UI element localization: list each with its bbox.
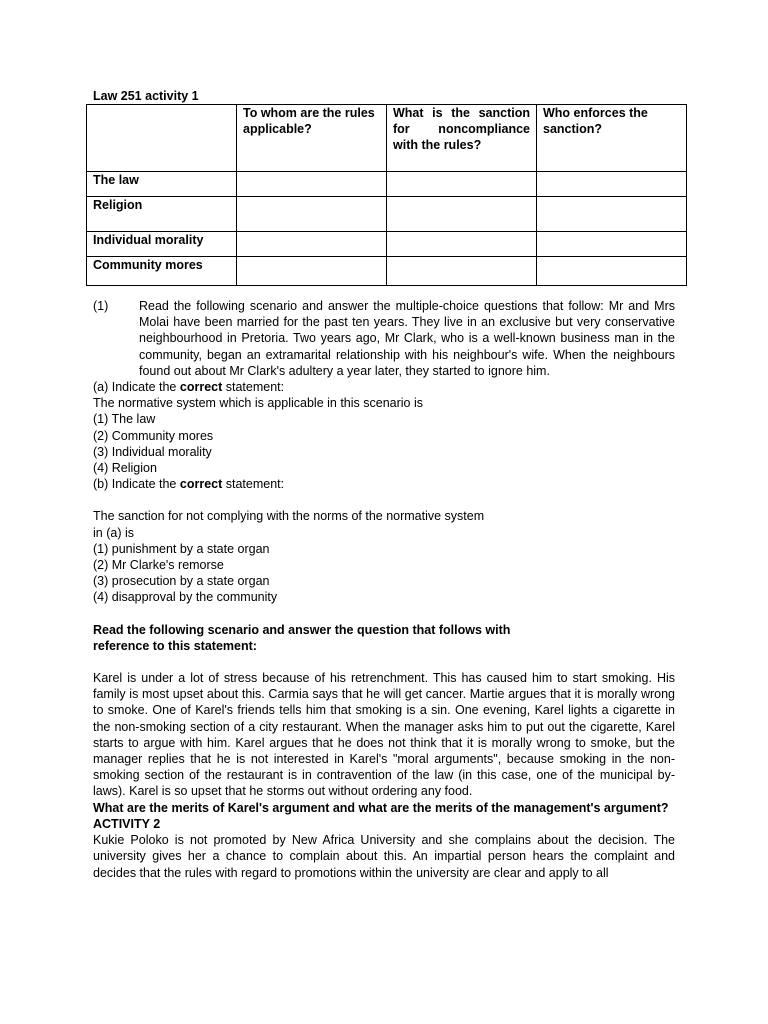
table-row (87, 197, 687, 232)
table-cell (537, 257, 687, 286)
table-cell (387, 232, 537, 257)
table-cell (537, 172, 687, 197)
table-header-cell: What is the sanction for noncompliance with the rules? (387, 105, 537, 172)
scenario-text: Read the following scenario and answer the multiple-choice questions that follow: Mr and Mrs Molai have been married for the past ten years. They live in an exclusive but very conservative neighbourhood in Pretoria. Two years ago, Mr Clark, who is a well-known business man in the community, began an extramarital relationship with his neighbour's wife. When the neighbours found out about Mr Clark's adultery a year later, they started to ignore him. (139, 299, 675, 378)
prompt-prefix: (b) Indicate the (93, 477, 177, 492)
row-label: The law (87, 172, 237, 197)
option: (1) punishment by a state organ (93, 541, 270, 556)
table-header-cell: Who enforces the sanction? (537, 105, 687, 172)
row-label: Individual morality (87, 232, 237, 257)
table-cell (237, 197, 387, 232)
question-1 (93, 298, 675, 379)
instruction-line: reference to this statement: (93, 638, 257, 653)
instruction-heading-cont (93, 638, 675, 654)
option: (3) Individual morality (93, 444, 212, 459)
table-cell (387, 197, 537, 232)
instruction-line: Read the following scenario and answer the question that follows with (93, 622, 511, 637)
option: (1) The law (93, 412, 156, 427)
table-header-cell (87, 105, 237, 172)
heading-text: ACTIVITY 2 (93, 816, 161, 831)
question-text: What are the merits of Karel's argument and what are the merits of the management's argument? (93, 800, 669, 815)
question-b-stem: The sanction for not complying with the norms of the normative system (93, 509, 485, 524)
table-cell (537, 232, 687, 257)
option: (4) disapproval by the community (93, 590, 278, 605)
table-row (87, 172, 687, 197)
instruction-heading (93, 622, 675, 638)
option: (3) prosecution by a state organ (93, 574, 270, 589)
table-cell (387, 172, 537, 197)
spacer (93, 606, 675, 622)
prompt-suffix: statement: (225, 380, 285, 395)
prompt-emphasis: correct (179, 380, 223, 395)
row-label: Community mores (87, 257, 237, 286)
table-row (87, 257, 687, 286)
prompt-prefix: (a) Indicate the (93, 380, 177, 395)
activity-2-heading (93, 816, 675, 832)
table-cell (237, 257, 387, 286)
table-cell (237, 172, 387, 197)
table-header-cell: To whom are the rules applicable? (237, 105, 387, 172)
table-cell (237, 232, 387, 257)
row-label: Religion (87, 197, 237, 232)
karel-scenario: Karel is under a lot of stress because of his retrenchment. This has caused him to start smoking. His family is most upset about this. Carmia says that he will get cancer. Martie argues that it is morally wrong to smoke. One of Karel's friends tells him that smoking is a sin. One evening, Karel lights a cigarette in the non-smoking section of a city restaurant. When the manager asks him to put out the cigarette, Karel starts to argue with him. Karel argues that he does not think that it is morally wrong to smoke, but the manager replies that he is not interested in Karel's "moral arguments", because smoking in the non-smoking section of the restaurant is in contravention of the law (in this case, one of the municipal by-laws). Karel is so upset that he storms out without ordering any food. (93, 671, 675, 799)
question-b-stem-cont: in (a) is (93, 525, 134, 540)
spacer (93, 654, 675, 670)
option: (2) Mr Clarke's remorse (93, 558, 224, 573)
question-a-stem: The normative system which is applicable in this scenario is (93, 396, 423, 411)
prompt-suffix: statement: (225, 477, 285, 492)
document-page (93, 88, 675, 881)
option: (2) Community mores (93, 428, 214, 443)
table-row (87, 232, 687, 257)
question-b-prompt (93, 476, 675, 492)
table-header-row (87, 105, 687, 172)
prompt-emphasis: correct (179, 477, 223, 492)
option: (4) Religion (93, 461, 157, 476)
activity-2-text: Kukie Poloko is not promoted by New Africa University and she complains about the decision. The university gives her a chance to complain about this. An impartial person hears the complaint and decides that the rules with regard to promotions within the university are clear and apply to all (93, 833, 675, 880)
page-title: Law 251 activity 1 (93, 89, 199, 103)
question-number: (1) (93, 299, 109, 313)
table-cell (537, 197, 687, 232)
table-cell (387, 257, 537, 286)
karel-question (93, 800, 675, 816)
spacer (93, 492, 675, 508)
question-a-prompt (93, 379, 675, 395)
rules-table (86, 104, 687, 286)
